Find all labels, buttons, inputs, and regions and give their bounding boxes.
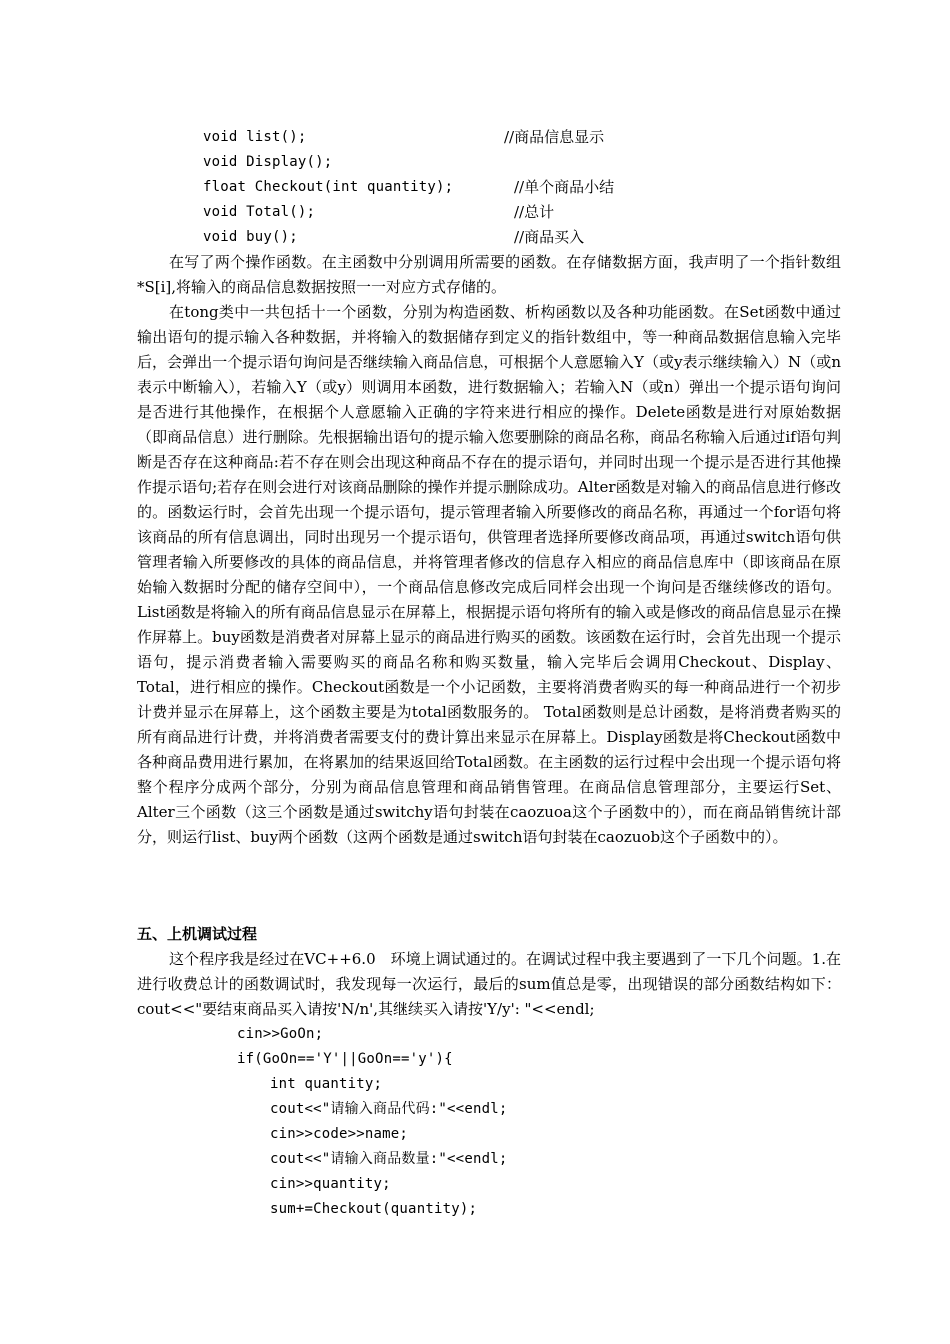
- code-line: cin>>code>>name;: [270, 1126, 409, 1142]
- code-comment: //总计: [514, 203, 555, 221]
- code-line: cin>>quantity;: [270, 1176, 391, 1192]
- code-line: void Total();: [203, 204, 316, 220]
- code-line: void list();: [203, 129, 307, 145]
- paragraph: 在写了两个操作函数。在主函数中分别调用所需要的函数。在存储数据方面，我声明了一个指针数组*S[i],将输入的商品信息数据按照一一对应方式存储的。: [137, 253, 841, 296]
- code-comment: //单个商品小结: [514, 178, 615, 196]
- body-text: [137, 250, 841, 850]
- code-line: int quantity;: [270, 1076, 383, 1092]
- code-line: void buy();: [203, 229, 298, 245]
- code-comment: //商品信息显示: [504, 128, 605, 146]
- paragraph: 这个程序我是经过在VC++6.0 环境上调试通过的。在调试过程中我主要遇到了一下几个问题。1.在进行收费总计的函数调试时，我发现每一次运行，最后的sum值总是零，出现错误的部分函数结构如下：cout<<"要结束商品买入请按'N/n',其继续买入请按'Y/y': "<<endl;: [137, 950, 841, 1018]
- code-line: void Display();: [203, 154, 333, 170]
- code-line: cin>>GoOn;: [237, 1026, 324, 1042]
- code-line: float Checkout(int quantity);: [203, 179, 454, 195]
- section-heading: 五、上机调试过程: [137, 925, 258, 943]
- code-line: sum+=Checkout(quantity);: [270, 1201, 478, 1217]
- code-line: cout<<"请输入商品代码:"<<endl;: [270, 1101, 508, 1117]
- body-text: [137, 947, 841, 1022]
- code-line: cout<<"请输入商品数量:"<<endl;: [270, 1151, 508, 1167]
- code-line: if(GoOn=='Y'||GoOn=='y'){: [237, 1051, 453, 1067]
- paragraph: 在tong类中一共包括十一个函数，分别为构造函数、析构函数以及各种功能函数。在Set函数中通过输出语句的提示输入各种数据，并将输入的数据储存到定义的指针数组中，等一种商品数据信息输入完毕后，会弹出一个提示语句询问是否继续输入商品信息，可根据个人意愿输入Y（或y表示继续输入）N（或n表示中断输入），若输入Y（或y）则调用本函数，进行数据输入；若输入N（或n）弹出一个提示语句询问是否进行其他操作，在根据个人意愿输入正确的字符来进行相应的操作。Delete函数是进行对原始数据（即商品信息）进行删除。先根据输出语句的提示输入您要删除的商品名称，商品名称输入后通过if语句判断是否存在这种商品:若不存在则会出现这种商品不存在的提示语句，并同时出现一个提示是否进行其他操作提示语句;若存在则会进行对该商品删除的操作并提示删除成功。Alter函数是对输入的商品信息进行修改的。函数运行时，会首先出现一个提示语句，提示管理者输入所要修改的商品名称，再通过一个for语句将该商品的所有信息调出，同时出现另一个提示语句，供管理者选择所要修改商品项，再通过switch语句供管理者输入所要修改的具体的商品信息，并将管理者修改的信息存入相应的商品信息库中（即该商品在原始输入数据时分配的储存空间中），一个商品信息修改完成后同样会出现一个询问是否继续修改的语句。List函数是将输入的所有商品信息显示在屏幕上，根据提示语句将所有的输入或是修改的商品信息显示在操作屏幕上。buy函数是消费者对屏幕上显示的商品进行购买的函数。该函数在运行时，会首先出现一个提示语句，提示消费者输入需要购买的商品名称和购买数量，输入完毕后会调用Checkout、Display、Total，进行相应的操作。Checkout函数是一个小记函数，主要将消费者购买的每一种商品进行一个初步计费并显示在屏幕上，这个函数主要是为total函数服务的。 Total函数则是总计函数，是将消费者购买的所有商品进行计费，并将消费者需要支付的费计算出来显示在屏幕上。Display函数是将Checkout函数中各种商品费用进行累加，在将累加的结果返回给Total函数。在主函数的运行过程中会出现一个提示语句将整个程序分成两个部分，分别为商品信息管理和商品销售管理。在商品信息管理部分，主要运行Set、Alter三个函数（这三个函数是通过switchy语句封装在caozuoa这个子函数中的），而在商品销售统计部分，则运行list、buy两个函数（这两个函数是通过switch语句封装在caozuob这个子函数中的）。: [137, 303, 841, 846]
- code-comment: //商品买入: [514, 228, 585, 246]
